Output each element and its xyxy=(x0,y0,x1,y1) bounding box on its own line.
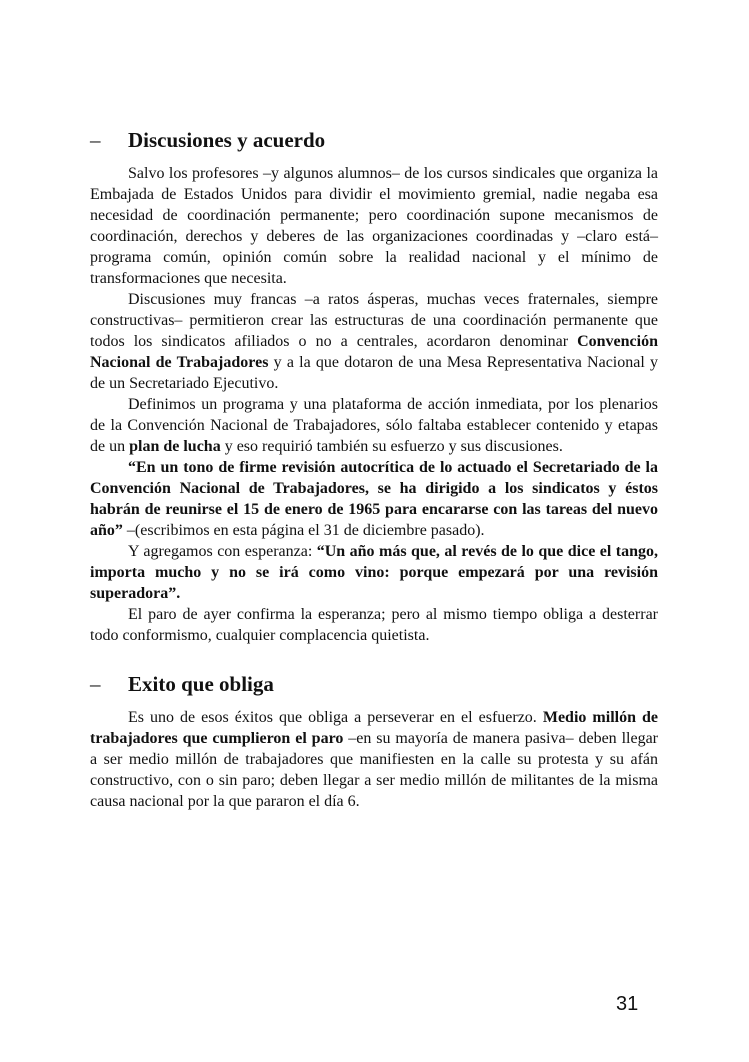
text-run: Definimos un programa y una plataforma de acción inmediata, por los plenarios de la Convención Nacional de Trabajadores, sólo faltaba establecer contenido y etapas de un xyxy=(90,396,658,455)
text-run: y eso requirió también su esfuerzo y sus discusiones. xyxy=(220,438,563,455)
heading-title: Exito que obliga xyxy=(128,672,274,696)
paragraph: El paro de ayer confirma la esperanza; pero al mismo tiempo obliga a desterrar todo conformismo, cualquier complacencia quietista. xyxy=(90,606,658,644)
paragraph xyxy=(90,707,658,812)
text-run: –en su mayoría de manera pasiva– deben llegar a ser medio millón de trabajadores que manifiesten en la calle su protesta y su afán constructivo, con o sin paro; deben llegar a ser medio millón de militantes de la misma causa nacional por la que pararon el día 6. xyxy=(90,730,658,810)
heading-title: Discusiones y acuerdo xyxy=(128,128,326,152)
section-heading-exito xyxy=(90,672,658,697)
paragraph: Salvo los profesores –y algunos alumnos– de los cursos sindicales que organiza la Embajada de Estados Unidos para dividir el movimiento gremial, nadie negaba esa necesidad de coordinación permanente; pero coordinación supone mecanismos de coordinación, derechos y deberes de las organizaciones coordinadas y –claro está– programa común, opinión común sobre la realidad nacional y el mínimo de transformaciones que necesita. xyxy=(90,165,658,287)
text-run: Discusiones muy francas –a ratos ásperas, muchas veces fraternales, siempre constructivas– permitieron crear las estructuras de una coordinación permanente que todos los sindicatos afiliados o no a centrales, acordaron denominar xyxy=(90,291,658,350)
paragraph xyxy=(90,289,658,394)
paragraph xyxy=(90,457,658,541)
page-number: 31 xyxy=(616,993,639,1015)
text-run: Y agregamos con esperanza: xyxy=(128,543,317,560)
heading-dash: – xyxy=(90,128,101,152)
text-run: –(escribimos en esta página el 31 de diciembre pasado). xyxy=(122,522,485,539)
bold-quote: “Un año más que, al revés de lo que dice el tango, importa mucho y no se irá como vino: porque empezará por una revisión superadora”. xyxy=(90,543,659,602)
paragraph xyxy=(90,394,658,457)
bold-text: Medio millón de trabajadores que cumplieron el paro xyxy=(90,709,659,747)
page-content xyxy=(90,128,658,812)
bold-quote: “En un tono de firme revisión autocrítica de lo actuado el Secretariado de la Convención Nacional de Trabajadores, se ha dirigido a los sindicatos y éstos habrán de reunirse el 15 de enero de 1965 para encararse con las tareas del nuevo año” xyxy=(90,459,658,539)
bold-text: Convención Nacional de Trabajadores xyxy=(90,333,658,371)
text-run: Es uno de esos éxitos que obliga a perseverar en el esfuerzo. xyxy=(128,709,543,726)
heading-dash: – xyxy=(90,672,101,696)
bold-text: plan de lucha xyxy=(129,438,221,455)
text-run: y a la que dotaron de una Mesa Representativa Nacional y de un Secretariado Ejecutivo. xyxy=(90,354,658,392)
section-heading-discusiones xyxy=(90,128,658,153)
paragraph xyxy=(90,541,658,604)
